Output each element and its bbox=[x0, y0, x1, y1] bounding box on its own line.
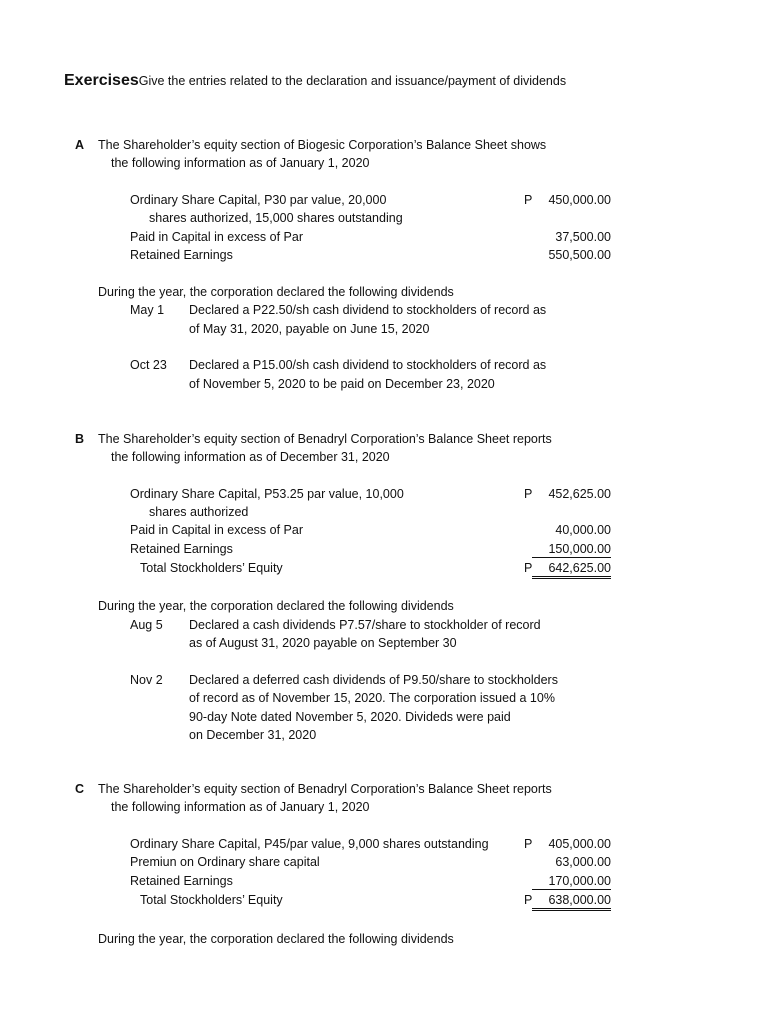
a-event-date: Oct 23 bbox=[130, 358, 167, 372]
a-amount: 550,500.00 bbox=[548, 248, 611, 262]
a-event-date: May 1 bbox=[130, 303, 165, 317]
b-total-label: Total Stockholders’ Equity bbox=[140, 561, 283, 575]
title-bold: Exercises bbox=[64, 72, 139, 89]
b-event-text: as of August 31, 2020 payable on September 30 bbox=[189, 636, 457, 650]
c-amount: 405,000.00 bbox=[548, 837, 611, 851]
b-event-text: on December 31, 2020 bbox=[189, 728, 317, 742]
c-total-amount: 638,000.00 bbox=[532, 892, 611, 911]
c-currency: P bbox=[524, 893, 533, 907]
a-event-text: of November 5, 2020 to be paid on December 23, 2020 bbox=[189, 377, 495, 391]
section-c-letter: C bbox=[75, 782, 85, 796]
b-event-text: Declared a deferred cash dividends of P9.50/share to stockholders bbox=[189, 673, 558, 687]
c-item-label: Premiun on Ordinary share capital bbox=[130, 855, 320, 869]
b-item-label: Ordinary Share Capital, P53.25 par value, 10,000 bbox=[130, 487, 404, 501]
section-b-intro-2: the following information as of December 31, 2020 bbox=[111, 450, 390, 464]
section-b-intro-1: The Shareholder’s equity section of Benadryl Corporation’s Balance Sheet reports bbox=[98, 432, 552, 446]
b-item-label: Retained Earnings bbox=[130, 542, 233, 556]
c-during: During the year, the corporation declared the following dividends bbox=[98, 932, 454, 946]
b-event-text: of record as of November 15, 2020. The corporation issued a 10% bbox=[189, 691, 555, 705]
b-amount: 40,000.00 bbox=[555, 523, 611, 537]
b-event-date: Nov 2 bbox=[130, 673, 163, 687]
b-during: During the year, the corporation declared the following dividends bbox=[98, 599, 454, 613]
b-event-text: Declared a cash dividends P7.57/share to stockholder of record bbox=[189, 618, 541, 632]
c-total-label: Total Stockholders’ Equity bbox=[140, 893, 283, 907]
section-c-intro-1: The Shareholder’s equity section of Benadryl Corporation’s Balance Sheet reports bbox=[98, 782, 552, 796]
b-event-date: Aug 5 bbox=[130, 618, 163, 632]
c-item-label: Retained Earnings bbox=[130, 874, 233, 888]
a-item-label: Paid in Capital in excess of Par bbox=[130, 230, 304, 244]
c-item-label: Ordinary Share Capital, P45/par value, 9,000 shares outstanding bbox=[130, 837, 489, 851]
b-total-amount: 642,625.00 bbox=[532, 560, 611, 579]
a-during: During the year, the corporation declared the following dividends bbox=[98, 285, 454, 299]
b-currency: P bbox=[524, 561, 533, 575]
a-event-text: of May 31, 2020, payable on June 15, 2020 bbox=[189, 322, 430, 336]
a-event-text: Declared a P22.50/sh cash dividend to stockholders of record as bbox=[189, 303, 547, 317]
section-a-intro-1: The Shareholder’s equity section of Biogesic Corporation’s Balance Sheet shows bbox=[98, 138, 547, 152]
a-event-text: Declared a P15.00/sh cash dividend to stockholders of record as bbox=[189, 358, 547, 372]
b-item-label: shares authorized bbox=[149, 505, 249, 519]
c-amount: 170,000.00 bbox=[532, 873, 611, 890]
section-b-letter: B bbox=[75, 432, 85, 446]
title-instructions: Give the entries related to the declaration and issuance/payment of dividends bbox=[138, 74, 567, 88]
c-currency: P bbox=[524, 837, 533, 851]
b-event-text: 90-day Note dated November 5, 2020. Divideds were paid bbox=[189, 710, 511, 724]
a-amount: 450,000.00 bbox=[548, 193, 611, 207]
section-a-intro-2: the following information as of January 1, 2020 bbox=[111, 156, 370, 170]
a-item-label: shares authorized, 15,000 shares outstanding bbox=[149, 211, 403, 225]
a-amount: 37,500.00 bbox=[555, 230, 611, 244]
section-c-intro-2: the following information as of January 1, 2020 bbox=[111, 800, 370, 814]
b-currency: P bbox=[524, 487, 533, 501]
page-title bbox=[64, 72, 566, 90]
c-amount: 63,000.00 bbox=[555, 855, 611, 869]
a-item-label: Ordinary Share Capital, P30 par value, 20,000 bbox=[130, 193, 387, 207]
a-item-label: Retained Earnings bbox=[130, 248, 233, 262]
b-amount: 452,625.00 bbox=[548, 487, 611, 501]
b-item-label: Paid in Capital in excess of Par bbox=[130, 523, 304, 537]
section-a-letter: A bbox=[75, 138, 85, 152]
a-currency: P bbox=[524, 193, 533, 207]
b-amount: 150,000.00 bbox=[532, 541, 611, 558]
